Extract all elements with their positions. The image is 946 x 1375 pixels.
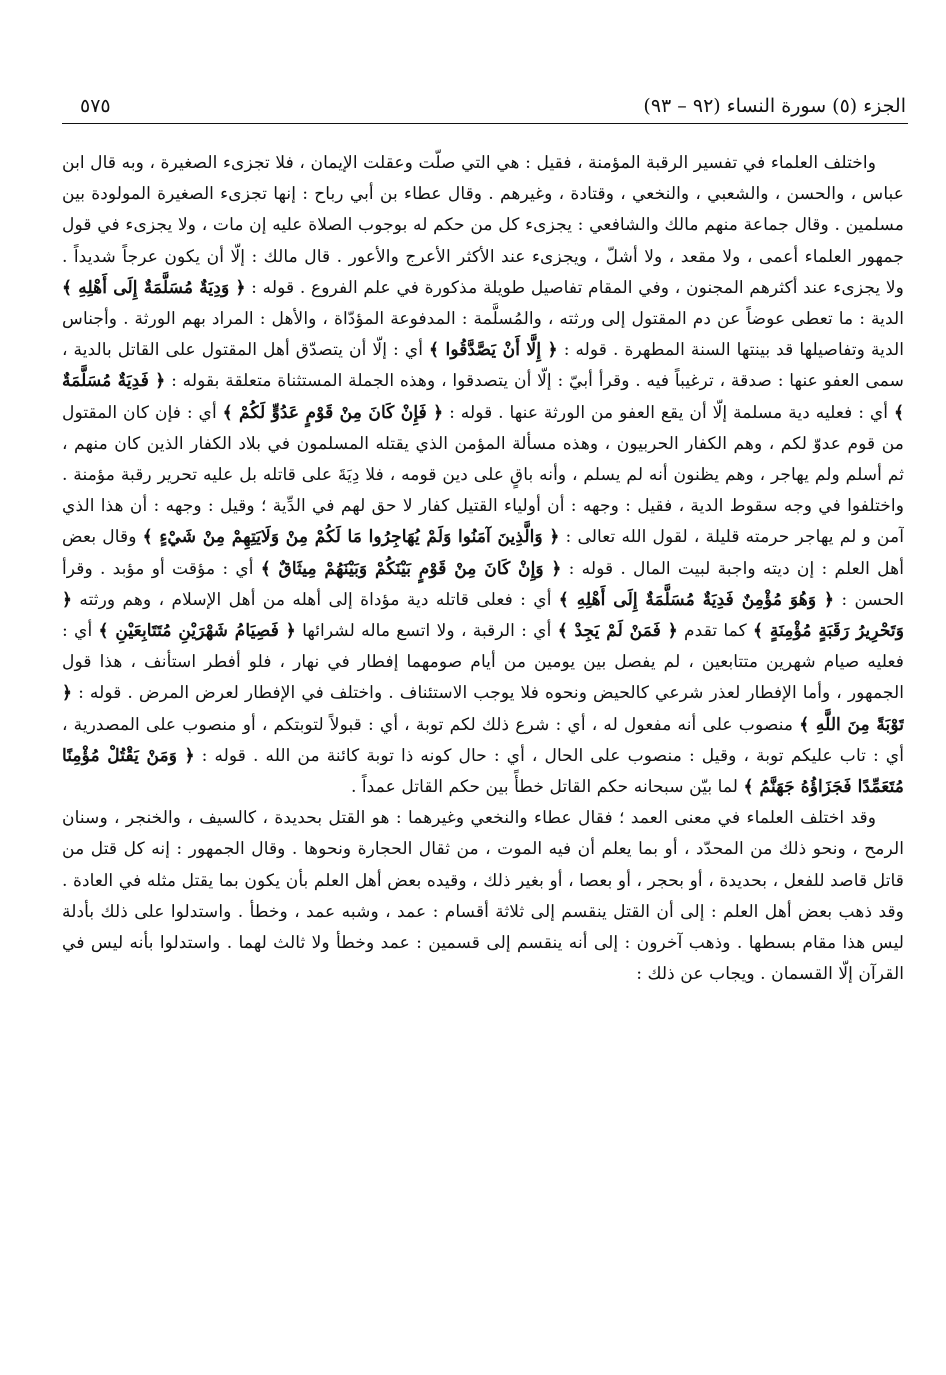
page-body [62,148,904,1278]
quran-quote: ﴿ فَمَنْ لَمْ يَجِدْ ﴾ [557,621,678,642]
paragraph-text: أي : فإن كان المقتول من قوم عدوّ لكم ، وهم الكفار الحربيون ، وهذه مسألة المؤمن الذي يقتله المسلمون في بلاد الكفار الذين كان منهم ، ثم أسلم ولم يهاجر ، وهم يظنون أنه لم يسلم ، وأنه باقٍ على دين قومه ، فلا دِيَةَ على قاتله بل عليه تحرير رقبة مؤمنة . واختلفوا في وجه سقوط الدية ، فقيل : وجهه : أن أولياء القتيل كفار لا حق لهم في الدِّية ؛ وقيل : وجهه : أن هذا الذي آمن و لم يهاجر حرمته قليلة ، لقول الله تعالى : [62,402,904,548]
page-number: ٥٧٥ [80,95,111,117]
paragraph-text: أي : فعليه صيام شهرين متتابعين ، لم يفصل بين يومين من أيام صومهما إفطار في نهار ، فلو أفطر استأنف ، هذا قول الجمهور ، وأما الإفطار لعذر شرعي كالحيض ونحوه فلا يوجب الاستئناف . واختلف في الإفطار لعرض المرض . قوله : [62,621,904,704]
paragraph-text: الدية : ما تعطى عوضاً عن دم المقتول إلى ورثته ، والمُسلَّمة : المدفوعة المؤدّاة ، والأهل : المراد بهم الورثة . وأجناس الدية وتفاصيلها قد بينتها السنة المطهرة . قوله : [62,309,904,361]
paragraph-text: وقد اختلف العلماء في معنى العمد ؛ فقال عطاء والنخعي وغيرهما : هو القتل بحديدة ، كالسيف ، والخنجر ، وسنان الرمح ، ونحو ذلك من المحدّد ، أو بما يعلم أن فيه الموت ، من ثقال الحجارة ونحوها . وقال الجمهور : إنه كل قتل من قاتل قاصد للفعل ، بحديدة ، أو بحجر ، أو بعصا ، أو بغير ذلك ، وقيده بعض أهل العلم بأن يكون بما يقتل مثله في العادة . وقد ذهب بعض أهل العلم : إلى أن القتل ينقسم إلى ثلاثة أقسام : عمد ، وشبه عمد ، وخطأ . واستدلوا على ذلك بأدلة ليس هذا مقام بسطها . وذهب آخرون : إلى أنه ينقسم إلى قسمين : عمد وخطأ ولا ثالث لهما . واستدلوا بأنه ليس في القرآن إلّا القسمان . ويجاب عن ذلك : [62,808,904,985]
quran-quote: ﴿ وَتَحْرِيرُ رَقَبَةٍ مُؤْمِنَةٍ ﴾ [62,589,904,642]
paragraph-text: منصوب على أنه مفعول له ، أي : شرع ذلك لكم توبة ، أي : قبولاً لتوبتكم ، أو منصوب على المصدرية ، أي : تاب عليكم توبة ، وقيل : منصوب على الحال ، أي : حال كونه ذا توبة كائنة من الله . قوله : [62,714,904,766]
quran-quote: ﴿ وَإِنْ كَانَ مِنْ قَوْمٍ بَيْنَكُمْ وَبَيْنَهُمْ مِيثَاقٌ ﴾ [260,558,562,579]
paragraph-text: أي : فعليه دية مسلمة إلّا أن يقع العفو من الورثة عنها . قوله : [443,402,894,423]
running-header [70,92,906,120]
quran-quote: ﴿ تَوْبَةً مِنَ اللَّهِ ﴾ [62,683,904,735]
quran-quote: ﴿ فَصِيَامُ شَهْرَيْنِ مُتَتَابِعَيْنِ ﴾ [98,621,296,642]
quran-quote: ﴿ وَهُوَ مُؤْمِنٌ فَدِيَةٌ مُسَلَّمَةٌ إِلَى أَهْلِهِ ﴾ [558,589,835,610]
header-rule [62,123,908,124]
paragraph [62,803,904,990]
quran-quote: ﴿ إِلَّا أَنْ يَصَّدَّقُوا ﴾ [428,340,558,361]
paragraph [62,148,904,803]
quran-quote: ﴿ فَدِيَةٌ مُسَلَّمَةٌ ﴾ [62,371,904,423]
paragraph-text: أي : إلّا أن يتصدّق أهل المقتول على القاتل بالدية ، سمى العفو عنها : صدقة ، ترغيباً فيه . وقرأ أبيّ : إلّا أن يتصدقوا ، وهذه الجملة المستثناة متعلقة بقوله : [62,340,904,392]
paragraph-text: واختلف العلماء في تفسير الرقبة المؤمنة ، فقيل : هي التي صلّت وعقلت الإيمان ، فلا تجزىء الصغيرة ، وبه قال ابن عباس ، والحسن ، والشعبي ، والنخعي ، وقتادة ، وغيرهم . وقال عطاء بن أبي رباح : إنها تجزىء الصغيرة المولودة بين مسلمين . وقال جماعة منهم مالك والشافعي : يجزىء كل من حكم له بوجوب الصلاة عليه إن مات ، ولا يجزىء في قول جمهور العلماء أعمى ، ولا مقعد ، ولا أشلّ ، ويجزىء عند الأكثر الأعرج والأعور . قال مالك : إلّا أن يكون عرجاً شديداً . ولا يجزىء عند أكثرهم المجنون ، وفي المقام تفاصيل طويلة مذكورة في علم الفروع . قوله : [62,153,904,298]
paragraph-text: أي : مؤقت أو مؤبد . وقرأ الحسن : [62,558,904,610]
quran-quote: ﴿ وَدِيَةٌ مُسَلَّمَةٌ إِلَى أَهْلِهِ ﴾ [62,277,246,298]
paragraph-text: كما تقدم [677,621,754,642]
header-title: الجزء (٥) سورة النساء (٩٢ – ٩٣) [643,95,906,117]
paragraph-text: وقال بعض أهل العلم : إن ديته واجبة لبيت المال . قوله : [62,527,904,579]
quran-quote: ﴿ فَإِنْ كَانَ مِنْ قَوْمٍ عَدُوٍّ لَكُمْ ﴾ [222,402,444,423]
paragraph-text: أي : فعلى قاتله دية مؤداة إلى أهله من أهل الإسلام ، وهم ورثته [72,589,559,610]
quran-quote: ﴿ وَالَّذِينَ آمَنُوا وَلَمْ يُهَاجِرُوا مَا لَكُمْ مِنْ وَلَايَتِهِمْ مِنْ شَيْءٍ ﴾ [142,527,560,548]
paragraph-text: لما بيّن سبحانه حكم القاتل خطأً بين حكم القاتل عمداً . [350,777,744,798]
quran-quote: ﴿ وَمَنْ يَقْتُلْ مُؤْمِنًا مُتَعَمِّدًا فَجَزَاؤُهُ جَهَنَّمُ ﴾ [62,745,904,798]
paragraph-text: أي : الرقبة ، ولا اتسع ماله لشرائها [295,621,558,642]
